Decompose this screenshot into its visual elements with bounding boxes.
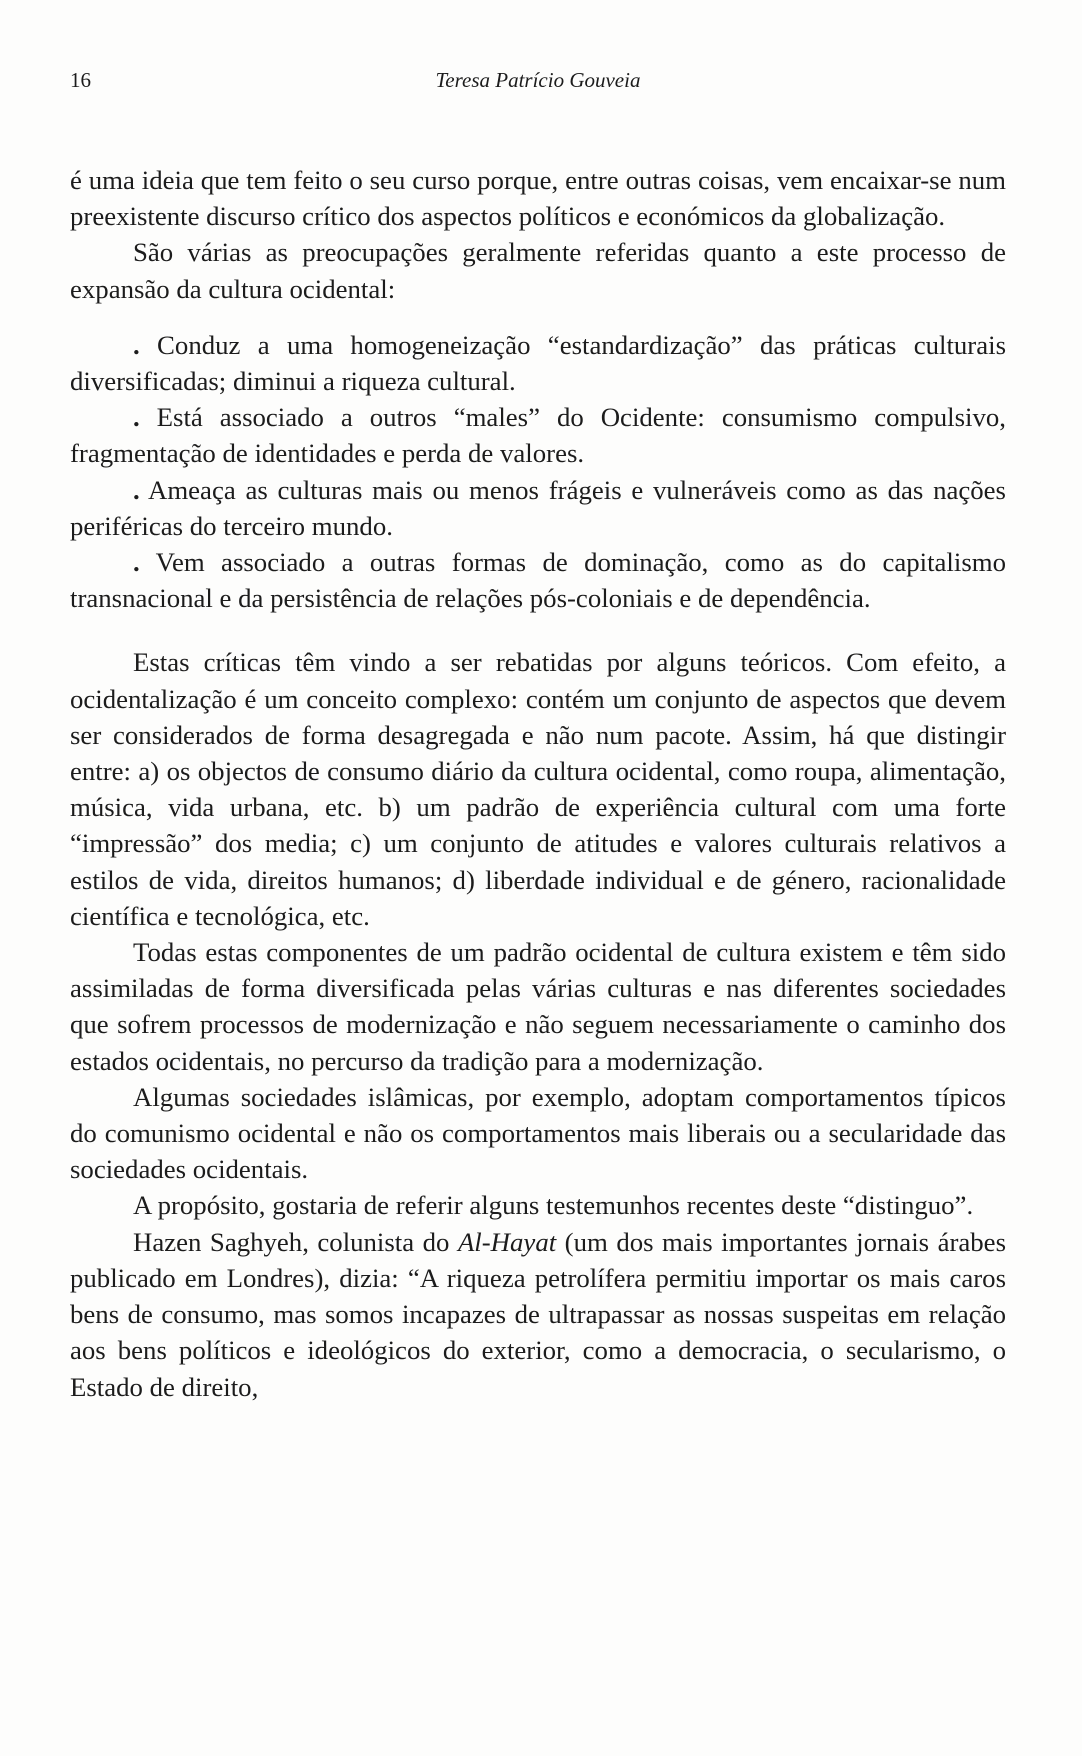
bullet-mark: .	[133, 474, 140, 505]
body-text	[70, 162, 1006, 1405]
bullet-mark: .	[133, 329, 140, 360]
bullet-item	[70, 327, 1006, 399]
spacer	[70, 616, 1006, 644]
paragraph: Algumas sociedades islâmicas, por exemplo, adoptam comportamentos típicos do comunismo ocidental e não os comportamentos mais liberais ou a secularidade das sociedades ocidentais.	[70, 1081, 1006, 1185]
paragraph: A propósito, gostaria de referir alguns testemunhos recentes deste “distinguo”.	[133, 1190, 974, 1221]
paragraph: Estas críticas têm vindo a ser rebatidas por alguns teóricos. Com efeito, a ocidentalização é um conceito complexo: contém um conjunto de aspectos que devem ser considerados de forma desagregada e não num pacote. Assim, há que distingir entre: a) os objectos de consumo diário da cultura ocidental, como roupa, alimentação, música, vida urbana, etc. b) um padrão de experiência cultural com uma forte “impressão” dos media; c) um conjunto de atitudes e valores culturais relativos a estilos de vida, direitos humanos; d) liberdade individual e de género, racionalidade científica e tecnológica, etc.	[70, 647, 1006, 931]
paragraph: Todas estas componentes de um padrão ocidental de cultura existem e têm sido assimiladas de forma diversificada pelas várias culturas e nas diferentes sociedades que sofrem processos de modernização e não seguem necessariamente o caminho dos estados ocidentais, no percurso da tradição para a modernização.	[70, 937, 1006, 1076]
paragraph: São várias as preocupações geralmente referidas quanto a este processo de expansão da cultura ocidental:	[70, 237, 1006, 304]
bullet-text: Ameaça as culturas mais ou menos frágeis e vulneráveis como as das nações periféricas do terceiro mundo.	[70, 474, 1006, 541]
paragraph: é uma ideia que tem feito o seu curso porque, entre outras coisas, vem encaixar-se num preexistente discurso crítico dos aspectos políticos e económicos da globalização.	[70, 165, 1006, 232]
bullet-item	[70, 472, 1006, 544]
bullet-text: Está associado a outros “males” do Ocidente: consumismo compulsivo, fragmentação de identidades e perda de valores.	[70, 402, 1006, 469]
page-number: 16	[70, 68, 91, 92]
spacer	[70, 307, 1006, 327]
bullet-item	[70, 544, 1006, 616]
bullet-text: Vem associado a outras formas de dominação, como as do capitalismo transnacional e da persistência de relações pós-coloniais e de dependência.	[70, 547, 1006, 614]
bullet-text: Conduz a uma homogeneização “estandardização” das práticas culturais diversificadas; diminui a riqueza cultural.	[70, 329, 1006, 397]
paragraph-text: (um dos mais importantes jornais árabes publicado em Londres), dizia: “A riqueza petrolífera permitiu importar os mais caros bens de consumo, mas somos incapazes de ultrapassar as nossas suspeitas em relação aos bens políticos e ideológicos do exterior, como a democracia, o secularismo, o Estado de direito,	[70, 1226, 1006, 1402]
paragraph-text: Hazen Saghyeh, colunista do	[133, 1226, 458, 1257]
bullet-item	[70, 399, 1006, 471]
page-header	[70, 68, 1006, 102]
paragraph	[70, 1224, 1006, 1405]
newspaper-title: Al-Hayat	[457, 1226, 557, 1257]
running-head: Teresa Patrício Gouveia	[435, 68, 641, 92]
bullet-mark: .	[133, 547, 140, 578]
bullet-mark: .	[133, 402, 140, 433]
